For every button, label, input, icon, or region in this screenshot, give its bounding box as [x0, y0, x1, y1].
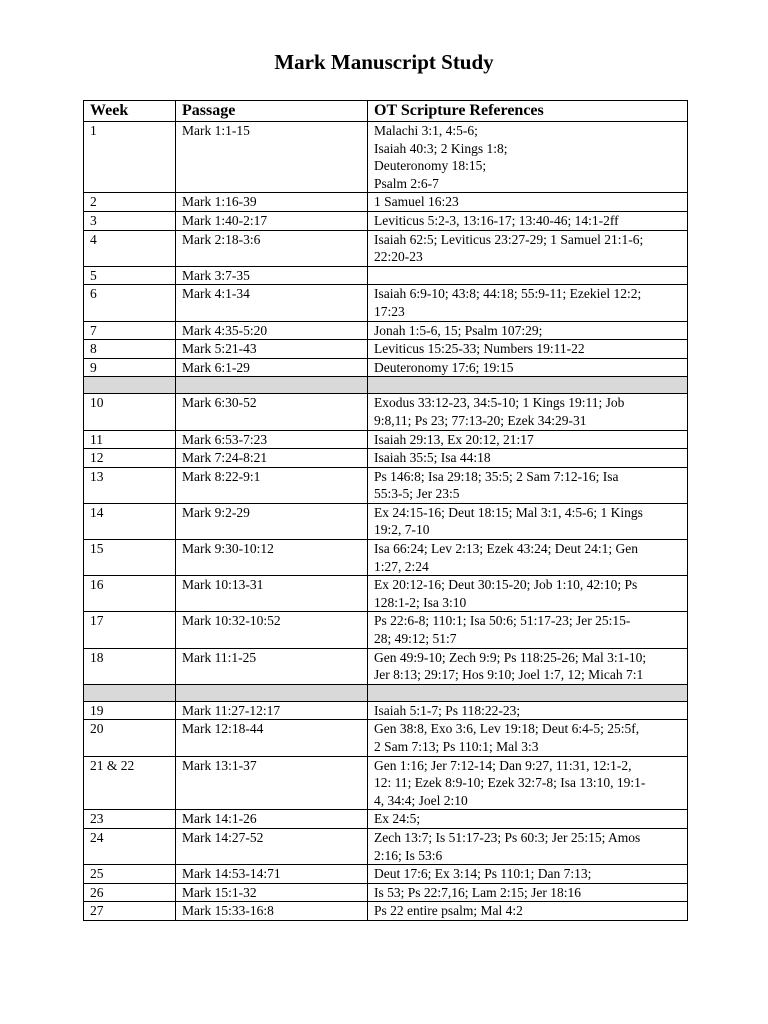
table-header-row — [84, 101, 688, 122]
passage-cell: Mark 4:1-34 — [176, 285, 368, 321]
ref-line: 22:20-23 — [374, 249, 423, 265]
refs-cell — [368, 701, 688, 720]
ref-line: 19:2, 7-10 — [374, 522, 430, 538]
refs-cell — [368, 193, 688, 212]
separator-row — [84, 377, 688, 394]
separator-cell — [84, 684, 176, 701]
ref-line: 17:23 — [374, 303, 405, 319]
ref-line: Isaiah 6:9-10; 43:8; 44:18; 55:9-11; Ezekiel 12:2; — [374, 286, 642, 302]
table-row — [84, 540, 688, 576]
table-row — [84, 230, 688, 266]
ref-line: Deuteronomy 18:15; — [374, 158, 487, 174]
table-row — [84, 756, 688, 810]
ref-line: Leviticus 15:25-33; Numbers 19:11-22 — [374, 341, 585, 357]
week-cell: 21 & 22 — [84, 756, 176, 810]
refs-cell — [368, 394, 688, 430]
ref-line: 28; 49:12; 51:7 — [374, 631, 457, 647]
week-cell: 24 — [84, 828, 176, 864]
separator-cell — [368, 377, 688, 394]
table-row — [84, 883, 688, 902]
passage-cell: Mark 15:1-32 — [176, 883, 368, 902]
passage-cell: Mark 5:21-43 — [176, 340, 368, 359]
week-cell: 4 — [84, 230, 176, 266]
week-cell: 18 — [84, 648, 176, 684]
refs-cell — [368, 467, 688, 503]
refs-cell — [368, 358, 688, 377]
column-header-refs: OT Scripture References — [368, 101, 688, 122]
refs-cell — [368, 122, 688, 193]
table-row — [84, 720, 688, 756]
ref-line — [374, 267, 681, 285]
ref-line: Zech 13:7; Is 51:17-23; Ps 60:3; Jer 25:15; Amos — [374, 829, 641, 845]
week-cell: 19 — [84, 701, 176, 720]
week-cell: 25 — [84, 865, 176, 884]
ref-line: Deut 17:6; Ex 3:14; Ps 110:1; Dan 7:13; — [374, 866, 592, 882]
refs-cell — [368, 810, 688, 829]
week-cell: 1 — [84, 122, 176, 193]
ref-line: Ps 146:8; Isa 29:18; 35:5; 2 Sam 7:12-16; Isa — [374, 468, 619, 484]
refs-cell — [368, 648, 688, 684]
separator-cell — [176, 684, 368, 701]
passage-cell: Mark 14:53-14:71 — [176, 865, 368, 884]
column-header-passage: Passage — [176, 101, 368, 122]
passage-cell: Mark 4:35-5:20 — [176, 321, 368, 340]
table-row — [84, 321, 688, 340]
ref-line: Gen 49:9-10; Zech 9:9; Ps 118:25-26; Mal 3:1-10; — [374, 649, 647, 665]
refs-cell — [368, 340, 688, 359]
ref-line: Deuteronomy 17:6; 19:15 — [374, 359, 514, 375]
week-cell: 23 — [84, 810, 176, 829]
table-row — [84, 358, 688, 377]
separator-cell — [84, 377, 176, 394]
week-cell: 10 — [84, 394, 176, 430]
week-cell: 2 — [84, 193, 176, 212]
table-row — [84, 266, 688, 285]
passage-cell: Mark 8:22-9:1 — [176, 467, 368, 503]
ref-line: Leviticus 5:2-3, 13:16-17; 13:40-46; 14:1-2ff — [374, 212, 619, 228]
ref-line: Ex 24:5; — [374, 811, 421, 827]
refs-cell — [368, 828, 688, 864]
table-row — [84, 285, 688, 321]
ref-line: Gen 38:8, Exo 3:6, Lev 19:18; Deut 6:4-5; 25:5f, — [374, 721, 640, 737]
ref-line: Exodus 33:12-23, 34:5-10; 1 Kings 19:11; Job — [374, 395, 625, 411]
refs-cell — [368, 503, 688, 539]
ref-line: Isaiah 35:5; Isa 44:18 — [374, 450, 491, 466]
week-cell: 26 — [84, 883, 176, 902]
ref-line: Gen 1:16; Jer 7:12-14; Dan 9:27, 11:31, 12:1-2, — [374, 757, 632, 773]
ref-line: 128:1-2; Isa 3:10 — [374, 594, 467, 610]
ref-line: Isaiah 5:1-7; Ps 118:22-23; — [374, 702, 521, 718]
passage-cell: Mark 10:13-31 — [176, 576, 368, 612]
passage-cell: Mark 13:1-37 — [176, 756, 368, 810]
ref-line: Jer 8:13; 29:17; Hos 9:10; Joel 1:7, 12; Micah 7:1 — [374, 667, 644, 683]
ref-line: 4, 34:4; Joel 2:10 — [374, 792, 468, 808]
passage-cell: Mark 1:1-15 — [176, 122, 368, 193]
passage-cell: Mark 9:2-29 — [176, 503, 368, 539]
separator-row — [84, 684, 688, 701]
ref-line: 2:16; Is 53:6 — [374, 847, 443, 863]
table-row — [84, 902, 688, 921]
table-row — [84, 122, 688, 193]
separator-cell — [368, 684, 688, 701]
week-cell: 15 — [84, 540, 176, 576]
passage-cell: Mark 14:27-52 — [176, 828, 368, 864]
refs-cell — [368, 720, 688, 756]
passage-cell: Mark 15:33-16:8 — [176, 902, 368, 921]
ref-line: 1:27, 2:24 — [374, 558, 429, 574]
refs-cell — [368, 285, 688, 321]
table-row — [84, 503, 688, 539]
refs-cell — [368, 612, 688, 648]
ref-line: Psalm 2:6-7 — [374, 175, 439, 191]
table-row — [84, 340, 688, 359]
passage-cell: Mark 1:16-39 — [176, 193, 368, 212]
ref-line: Isaiah 40:3; 2 Kings 1:8; — [374, 140, 508, 156]
week-cell: 12 — [84, 449, 176, 468]
refs-cell — [368, 430, 688, 449]
passage-cell: Mark 10:32-10:52 — [176, 612, 368, 648]
ref-line: Isa 66:24; Lev 2:13; Ezek 43:24; Deut 24:1; Gen — [374, 541, 638, 557]
passage-cell: Mark 14:1-26 — [176, 810, 368, 829]
column-header-week: Week — [84, 101, 176, 122]
refs-cell — [368, 321, 688, 340]
passage-cell: Mark 12:18-44 — [176, 720, 368, 756]
study-table — [83, 100, 688, 921]
week-cell: 9 — [84, 358, 176, 377]
table-row — [84, 467, 688, 503]
week-cell: 8 — [84, 340, 176, 359]
table-row — [84, 193, 688, 212]
refs-cell — [368, 883, 688, 902]
week-cell: 20 — [84, 720, 176, 756]
week-cell: 17 — [84, 612, 176, 648]
passage-cell: Mark 6:53-7:23 — [176, 430, 368, 449]
table-row — [84, 612, 688, 648]
refs-cell — [368, 756, 688, 810]
refs-cell — [368, 449, 688, 468]
week-cell: 6 — [84, 285, 176, 321]
passage-cell: Mark 11:27-12:17 — [176, 701, 368, 720]
refs-cell — [368, 902, 688, 921]
passage-cell: Mark 7:24-8:21 — [176, 449, 368, 468]
passage-cell: Mark 2:18-3:6 — [176, 230, 368, 266]
refs-cell — [368, 540, 688, 576]
table-row — [84, 810, 688, 829]
week-cell: 14 — [84, 503, 176, 539]
separator-cell — [176, 377, 368, 394]
table-row — [84, 701, 688, 720]
passage-cell: Mark 1:40-2:17 — [176, 211, 368, 230]
table-row — [84, 828, 688, 864]
refs-cell — [368, 865, 688, 884]
page-title: Mark Manuscript Study — [274, 50, 494, 74]
passage-cell: Mark 6:30-52 — [176, 394, 368, 430]
week-cell: 16 — [84, 576, 176, 612]
ref-line: Is 53; Ps 22:7,16; Lam 2:15; Jer 18:16 — [374, 884, 581, 900]
week-cell: 7 — [84, 321, 176, 340]
table-row — [84, 648, 688, 684]
week-cell: 3 — [84, 211, 176, 230]
table-row — [84, 449, 688, 468]
ref-line: 55:3-5; Jer 23:5 — [374, 486, 460, 502]
ref-line: 1 Samuel 16:23 — [374, 194, 459, 210]
week-cell: 27 — [84, 902, 176, 921]
refs-cell — [368, 211, 688, 230]
ref-line: Isaiah 62:5; Leviticus 23:27-29; 1 Samuel 21:1-6; — [374, 231, 644, 247]
ref-line: Ex 24:15-16; Deut 18:15; Mal 3:1, 4:5-6; 1 Kings — [374, 504, 643, 520]
passage-cell: Mark 3:7-35 — [176, 266, 368, 285]
passage-cell: Mark 6:1-29 — [176, 358, 368, 377]
ref-line: Malachi 3:1, 4:5-6; — [374, 123, 478, 138]
ref-line: Ps 22 entire psalm; Mal 4:2 — [374, 903, 523, 919]
ref-line: 12: 11; Ezek 8:9-10; Ezek 32:7-8; Isa 13:10, 19:1- — [374, 775, 646, 791]
week-cell: 11 — [84, 430, 176, 449]
passage-cell: Mark 9:30-10:12 — [176, 540, 368, 576]
table-body — [84, 122, 688, 921]
table-row — [84, 211, 688, 230]
ref-line: Ex 20:12-16; Deut 30:15-20; Job 1:10, 42:10; Ps — [374, 577, 638, 593]
ref-line: Jonah 1:5-6, 15; Psalm 107:29; — [374, 322, 543, 338]
refs-cell — [368, 266, 688, 285]
table-row — [84, 430, 688, 449]
ref-line: 9:8,11; Ps 23; 77:13-20; Ezek 34:29-31 — [374, 412, 587, 428]
ref-line: 2 Sam 7:13; Ps 110:1; Mal 3:3 — [374, 739, 539, 754]
refs-cell — [368, 230, 688, 266]
table-row — [84, 576, 688, 612]
week-cell: 13 — [84, 467, 176, 503]
week-cell: 5 — [84, 266, 176, 285]
table-row — [84, 394, 688, 430]
table-row — [84, 865, 688, 884]
refs-cell — [368, 576, 688, 612]
passage-cell: Mark 11:1-25 — [176, 648, 368, 684]
ref-line: Ps 22:6-8; 110:1; Isa 50:6; 51:17-23; Jer 25:15- — [374, 613, 631, 629]
ref-line: Isaiah 29:13, Ex 20:12, 21:17 — [374, 431, 534, 447]
